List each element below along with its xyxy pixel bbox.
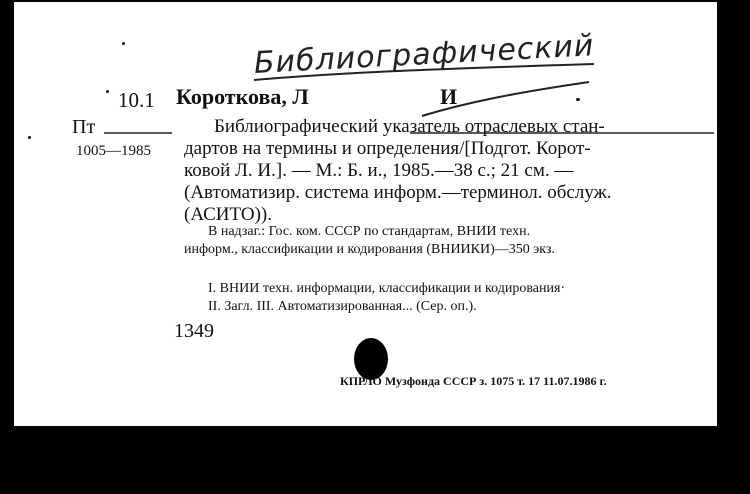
description-line: (АСИТО)). <box>184 204 272 225</box>
speck <box>122 42 125 45</box>
print-footer: КПРЛО Музфонда СССР з. 1075 т. 17 11.07.1986 г. <box>340 374 607 388</box>
entry-line: I. ВНИИ техн. информации, классификации и кодирования· <box>208 281 566 296</box>
note-line: В надзаг.: Гос. ком. СССР по стандартам, ВНИИ техн. <box>208 224 531 239</box>
speck <box>28 136 31 139</box>
speck <box>106 90 109 93</box>
shelf-mark: 10.1 <box>118 88 155 112</box>
description-line: ковой Л. И.]. — М.: Б. и., 1985.—38 с.; 21 см. — <box>184 160 574 181</box>
author-initial: И <box>440 84 458 109</box>
speck <box>576 98 580 101</box>
description-line: дартов на термины и определения/[Подгот. Корот- <box>184 138 591 159</box>
catalog-card <box>14 2 717 426</box>
description-line: (Автоматизир. система информ.—терминол. обслуж. <box>184 182 612 203</box>
entry-line: II. Загл. III. Автоматизированная... (Сер. оп.). <box>208 299 477 314</box>
card-number: 1349 <box>174 320 214 342</box>
pt-label: Пт <box>72 116 96 138</box>
pt-range: 1005—1985 <box>76 143 151 159</box>
author-heading: Короткова, Л <box>176 84 309 109</box>
handwritten-annotation: Библиографический <box>253 28 596 81</box>
description-line: Библиографический указатель отраслевых стан- <box>214 116 605 137</box>
note-line: информ., классификации и кодирования (ВНИИКИ)—350 экз. <box>184 242 555 257</box>
